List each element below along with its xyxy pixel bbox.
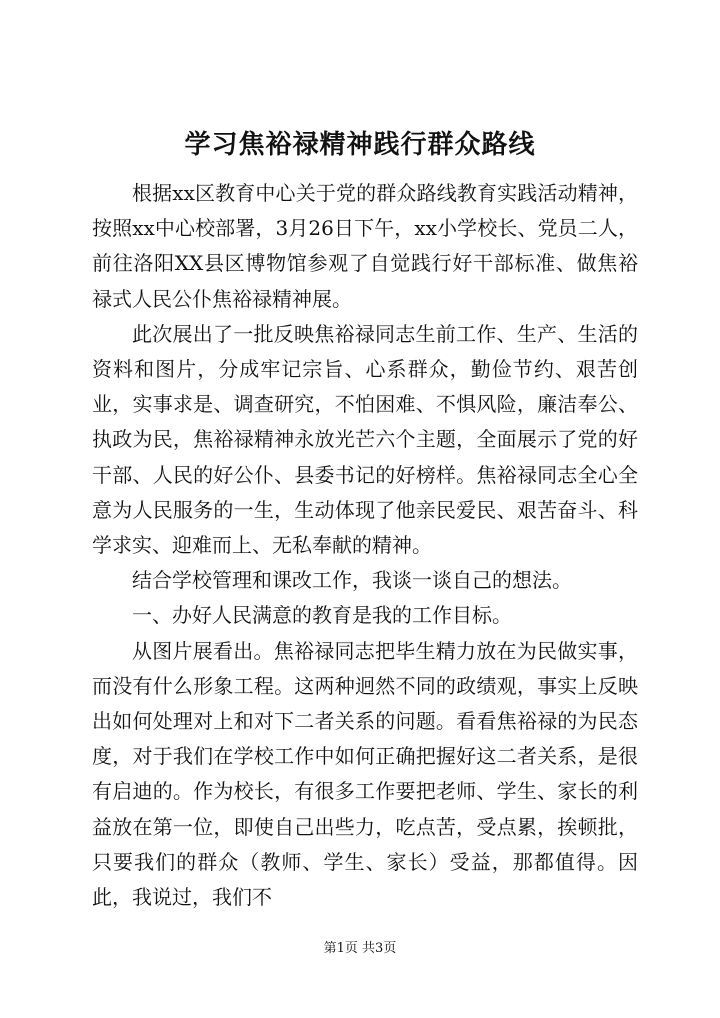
section-heading-1: 一、办好人民满意的教育是我的工作目标。 <box>132 603 512 628</box>
page-footer: 第1页 共3页 <box>323 941 397 956</box>
paragraph-4: 从图片展看出。焦裕禄同志把毕生精力放在为民做实事，而没有什么形象工程。这两种迥然不同的政绩观，事实上反映出如何处理对上和对下二者关系的问题。看看焦裕禄的为民态度，对于我们在学校工作中如何正确把握好这二者关系，是很有启迪的。作为校长，有很多工作要把老师、学生、家长的利益放在第一位，即使自己出些力，吃点苦，受点累，挨顿批，只要我们的群众（教师、学生、家长）受益，那都值得。因此，我说过，我们不 <box>92 638 638 910</box>
paragraph-3: 结合学校管理和课改工作，我谈一谈自己的想法。 <box>132 568 572 593</box>
paragraph-2: 此次展出了一批反映焦裕禄同志生前工作、生产、生活的资料和图片，分成牢记宗旨、心系群众，勤俭节约、艰苦创业，实事求是、调查研究，不怕困难、不惧风险，廉洁奉公、执政为民，焦裕禄精神永放光芒六个主题，全面展示了党的好干部、人民的好公仆、县委书记的好榜样。焦裕禄同志全心全意为人民服务的一生，生动体现了他亲民爱民、艰苦奋斗、科学求实、迎难而上、无私奉献的精神。 <box>92 321 638 558</box>
document-title: 学习焦裕禄精神践行群众路线 <box>184 130 536 160</box>
document-body <box>92 176 638 915</box>
paragraph-1: 根据xx区教育中心关于党的群众路线教育实践活动精神，按照xx中心校部署，3月26日下午，xx小学校长、党员二人，前往洛阳XX县区博物馆参观了自觉践行好干部标准、做焦裕禄式人民公仆焦裕禄精神展。 <box>92 181 638 311</box>
